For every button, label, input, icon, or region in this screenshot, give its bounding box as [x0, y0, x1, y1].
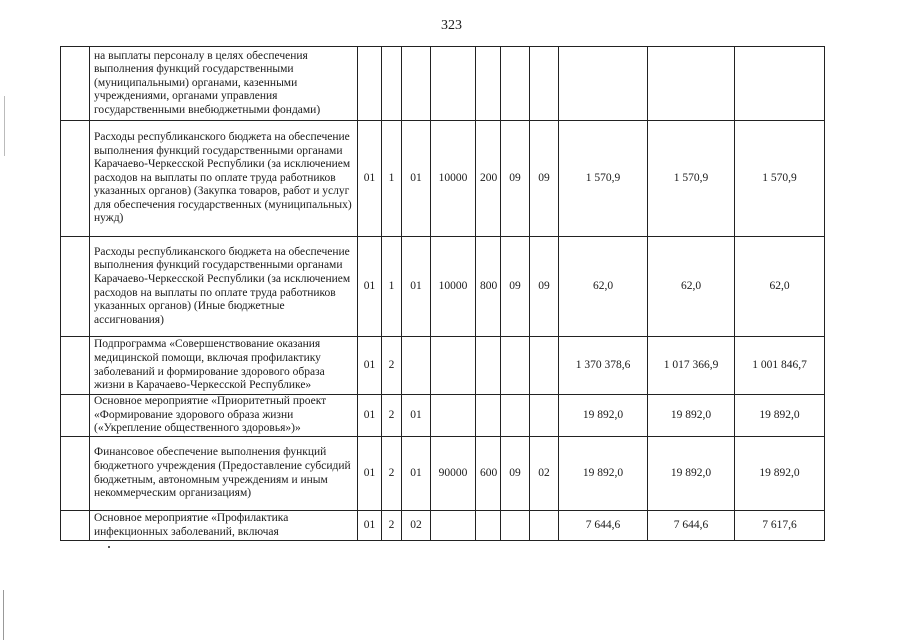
- code-cell: [476, 337, 501, 395]
- code-cell: [476, 395, 501, 437]
- amount-cell: 7 644,6: [559, 511, 648, 541]
- scan-edge-mark: [4, 96, 5, 156]
- row-name: на выплаты персоналу в целях обеспечения выполнения функций государственными (муниципальными) органами, казенными учреждениями, органами управления государственными внебюджетными фондами): [90, 47, 358, 121]
- code-cell: [530, 511, 559, 541]
- code-cell: 800: [476, 237, 501, 337]
- code-cell: [501, 337, 530, 395]
- amount-cell: 1 001 846,7: [735, 337, 825, 395]
- row-name: Основное мероприятие «Приоритетный проект «Формирование здорового образа жизни («Укрепление общественного здоровья»)»: [90, 395, 358, 437]
- code-cell: 10000: [431, 237, 476, 337]
- code-cell: [358, 47, 382, 121]
- code-cell: [402, 47, 431, 121]
- row-index-cell: [61, 337, 90, 395]
- row-index-cell: [61, 121, 90, 237]
- amount-cell: 19 892,0: [648, 395, 735, 437]
- code-cell: 2: [382, 437, 402, 511]
- code-cell: 09: [530, 121, 559, 237]
- amount-cell: 62,0: [648, 237, 735, 337]
- table-row: [61, 47, 825, 121]
- code-cell: 2: [382, 395, 402, 437]
- row-index-cell: [61, 395, 90, 437]
- code-cell: 09: [501, 121, 530, 237]
- code-cell: 01: [358, 237, 382, 337]
- amount-cell: 7 617,6: [735, 511, 825, 541]
- code-cell: 01: [358, 121, 382, 237]
- amount-cell: 62,0: [559, 237, 648, 337]
- row-index-cell: [61, 47, 90, 121]
- code-cell: [501, 395, 530, 437]
- row-index-cell: [61, 437, 90, 511]
- code-cell: [382, 47, 402, 121]
- code-cell: 09: [501, 437, 530, 511]
- amount-cell: 1 570,9: [735, 121, 825, 237]
- code-cell: 2: [382, 337, 402, 395]
- amount-cell: [559, 47, 648, 121]
- code-cell: [476, 47, 501, 121]
- code-cell: [431, 337, 476, 395]
- code-cell: 01: [358, 395, 382, 437]
- amount-cell: [648, 47, 735, 121]
- amount-cell: 62,0: [735, 237, 825, 337]
- row-index-cell: [61, 511, 90, 541]
- budget-table: [60, 46, 825, 541]
- row-name: Подпрограмма «Совершенствование оказания медицинской помощи, включая профилактику заболеваний и формирование здорового образа жизни в Карачаево-Черкесской Республике»: [90, 337, 358, 395]
- code-cell: 01: [358, 511, 382, 541]
- table-row: [61, 395, 825, 437]
- code-cell: [431, 395, 476, 437]
- code-cell: 600: [476, 437, 501, 511]
- row-index-cell: [61, 237, 90, 337]
- code-cell: [501, 511, 530, 541]
- code-cell: [530, 395, 559, 437]
- code-cell: 01: [402, 121, 431, 237]
- code-cell: 01: [358, 337, 382, 395]
- code-cell: [530, 47, 559, 121]
- code-cell: 2: [382, 511, 402, 541]
- code-cell: 10000: [431, 121, 476, 237]
- code-cell: [402, 337, 431, 395]
- table-row: [61, 511, 825, 541]
- table-row: [61, 437, 825, 511]
- amount-cell: 19 892,0: [735, 437, 825, 511]
- scan-dot: [108, 546, 110, 548]
- code-cell: 02: [402, 511, 431, 541]
- scan-edge-mark: [3, 590, 4, 640]
- amount-cell: [735, 47, 825, 121]
- code-cell: 01: [402, 395, 431, 437]
- amount-cell: 7 644,6: [648, 511, 735, 541]
- code-cell: 02: [530, 437, 559, 511]
- page-number: 323: [441, 18, 462, 33]
- code-cell: [431, 511, 476, 541]
- table-row: [61, 237, 825, 337]
- code-cell: 09: [501, 237, 530, 337]
- row-name: Основное мероприятие «Профилактика инфекционных заболеваний, включая: [90, 511, 358, 541]
- code-cell: 1: [382, 121, 402, 237]
- amount-cell: 1 017 366,9: [648, 337, 735, 395]
- table-row: [61, 121, 825, 237]
- amount-cell: 19 892,0: [559, 395, 648, 437]
- amount-cell: 1 370 378,6: [559, 337, 648, 395]
- amount-cell: 19 892,0: [559, 437, 648, 511]
- amount-cell: 1 570,9: [559, 121, 648, 237]
- code-cell: [501, 47, 530, 121]
- code-cell: 09: [530, 237, 559, 337]
- code-cell: 1: [382, 237, 402, 337]
- code-cell: 01: [402, 237, 431, 337]
- code-cell: 200: [476, 121, 501, 237]
- amount-cell: 1 570,9: [648, 121, 735, 237]
- code-cell: 01: [402, 437, 431, 511]
- amount-cell: 19 892,0: [735, 395, 825, 437]
- code-cell: 90000: [431, 437, 476, 511]
- table-row: [61, 337, 825, 395]
- code-cell: [476, 511, 501, 541]
- row-name: Финансовое обеспечение выполнения функций бюджетного учреждения (Предоставление субсидий бюджетным, автономным учреждениям и иным некоммерческим организациям): [90, 437, 358, 511]
- row-name: Расходы республиканского бюджета на обеспечение выполнения функций государственными органами Карачаево-Черкесской Республики (за исключением расходов на выплаты по оплате труда работников указанных органов) (Иные бюджетные ассигнования): [90, 237, 358, 337]
- code-cell: [530, 337, 559, 395]
- code-cell: [431, 47, 476, 121]
- amount-cell: 19 892,0: [648, 437, 735, 511]
- row-name: Расходы республиканского бюджета на обеспечение выполнения функций государственными органами Карачаево-Черкесской Республики (за исключением расходов на выплаты по оплате труда работников указанных органов) (Закупка товаров, работ и услуг для обеспечения государственных (муниципальных) нужд): [90, 121, 358, 237]
- code-cell: 01: [358, 437, 382, 511]
